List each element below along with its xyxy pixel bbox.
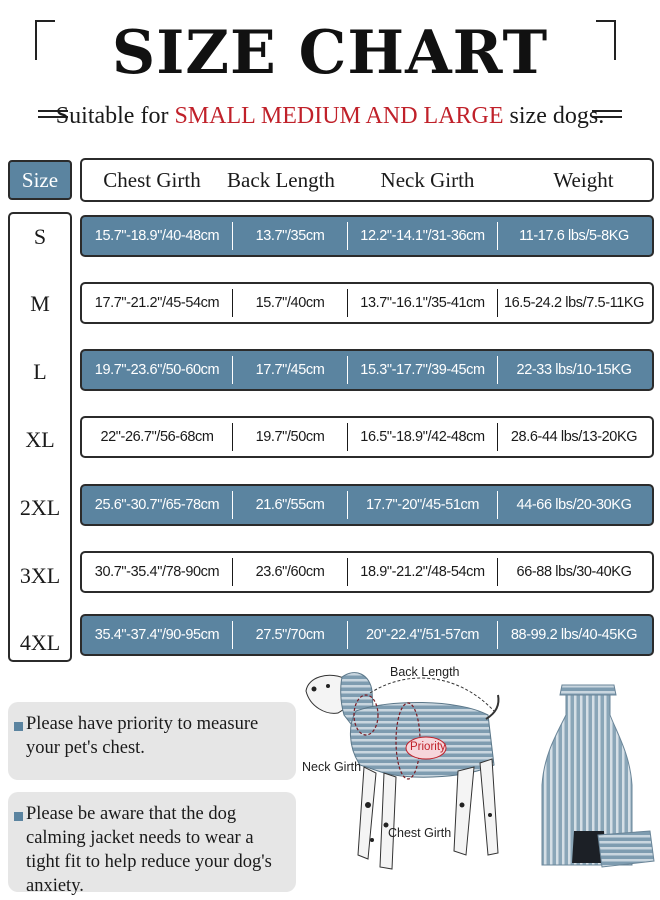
cell-neck-girth: 20"-22.4"/51-57cm: [347, 621, 497, 649]
subtitle-text-end: size dogs.: [503, 103, 605, 129]
size-column-header: Size: [8, 160, 72, 200]
cell-weight: 66-88 lbs/30-40KG: [497, 558, 650, 586]
table-row: [80, 349, 654, 391]
cell-chest-girth: 25.6"-30.7"/65-78cm: [94, 497, 220, 513]
size-label: 2XL: [19, 495, 61, 520]
chest-girth-label: Chest Girth: [388, 826, 452, 840]
cell-chest-girth: 22"-26.7"/56-68cm: [100, 429, 214, 445]
table-row: [80, 484, 654, 526]
cell-back-length: 19.7"/50cm: [232, 423, 347, 451]
size-label: L: [33, 359, 47, 384]
cell-chest-girth: 35.4"-37.4"/90-95cm: [94, 627, 220, 643]
cell-chest-girth: 30.7"-35.4"/78-90cm: [94, 564, 220, 580]
subtitle-highlight: SMALL MEDIUM AND LARGE: [174, 103, 504, 129]
page-title: SIZE CHART: [111, 18, 549, 88]
cell-neck-girth: 16.5"-18.9"/42-48cm: [347, 423, 497, 451]
cell-back-length: 21.6"/55cm: [232, 491, 347, 519]
header-weight: Weight: [553, 167, 614, 192]
cell-chest-girth: 19.7"-23.6"/50-60cm: [94, 362, 220, 378]
cell-back-length: 17.7"/45cm: [232, 356, 347, 384]
neck-girth-label: Neck Girth: [302, 760, 362, 774]
dog-measurement-illustration: [298, 655, 660, 900]
cell-neck-girth: 15.3"-17.7"/39-45cm: [347, 356, 497, 384]
note-text: Please be aware that the dog calming jacket needs to wear a tight fit to help reduce your dog's anxiety.: [26, 804, 272, 896]
back-length-label: Back Length: [390, 665, 460, 679]
table-row: [80, 416, 654, 458]
table-row: [80, 614, 654, 656]
bullet-square-icon: [14, 722, 23, 731]
size-label: 3XL: [19, 563, 61, 588]
cell-weight: 28.6-44 lbs/13-20KG: [497, 423, 650, 451]
cell-chest-girth: 15.7"-18.9"/40-48cm: [94, 228, 220, 244]
note-measure-chest: [8, 702, 296, 780]
cell-back-length: 15.7"/40cm: [232, 289, 347, 317]
cell-back-length: 23.6"/60cm: [232, 558, 347, 586]
size-label: 4XL: [19, 630, 61, 655]
note-text: Please have priority to measure your pet's chest.: [26, 714, 259, 758]
cell-weight: 44-66 lbs/20-30KG: [497, 491, 650, 519]
size-label: XL: [25, 427, 55, 452]
cell-back-length: 27.5"/70cm: [232, 621, 347, 649]
size-label: M: [30, 291, 50, 316]
cell-weight: 16.5-24.2 lbs/7.5-11KG: [497, 289, 650, 317]
note-tight-fit: [8, 792, 296, 896]
table-row: [80, 551, 654, 593]
cell-neck-girth: 18.9"-21.2"/48-54cm: [347, 558, 497, 586]
priority-label: Priority: [410, 741, 446, 753]
subtitle: [0, 103, 660, 130]
cell-neck-girth: 12.2"-14.1"/31-36cm: [347, 222, 497, 250]
cell-weight: 11-17.6 lbs/5-8KG: [497, 222, 650, 250]
table-header-row: [80, 158, 654, 202]
table-row: [80, 215, 654, 257]
jacket-product-image: [542, 685, 654, 867]
cell-neck-girth: 13.7"-16.1"/35-41cm: [347, 289, 497, 317]
cell-chest-girth: 17.7"-21.2"/45-54cm: [94, 295, 220, 311]
size-label: S: [33, 224, 47, 249]
cell-back-length: 13.7"/35cm: [232, 222, 347, 250]
header-back-length: Back Length: [227, 167, 335, 192]
cell-weight: 88-99.2 lbs/40-45KG: [497, 621, 650, 649]
header-neck-girth: Neck Girth: [380, 167, 475, 192]
cell-weight: 22-33 lbs/10-15KG: [497, 356, 650, 384]
header-chest-girth: Chest Girth: [103, 167, 201, 192]
subtitle-text: Suitable for: [55, 103, 175, 129]
bullet-square-icon: [14, 812, 23, 821]
cell-neck-girth: 17.7"-20"/45-51cm: [347, 491, 497, 519]
table-row: [80, 282, 654, 324]
